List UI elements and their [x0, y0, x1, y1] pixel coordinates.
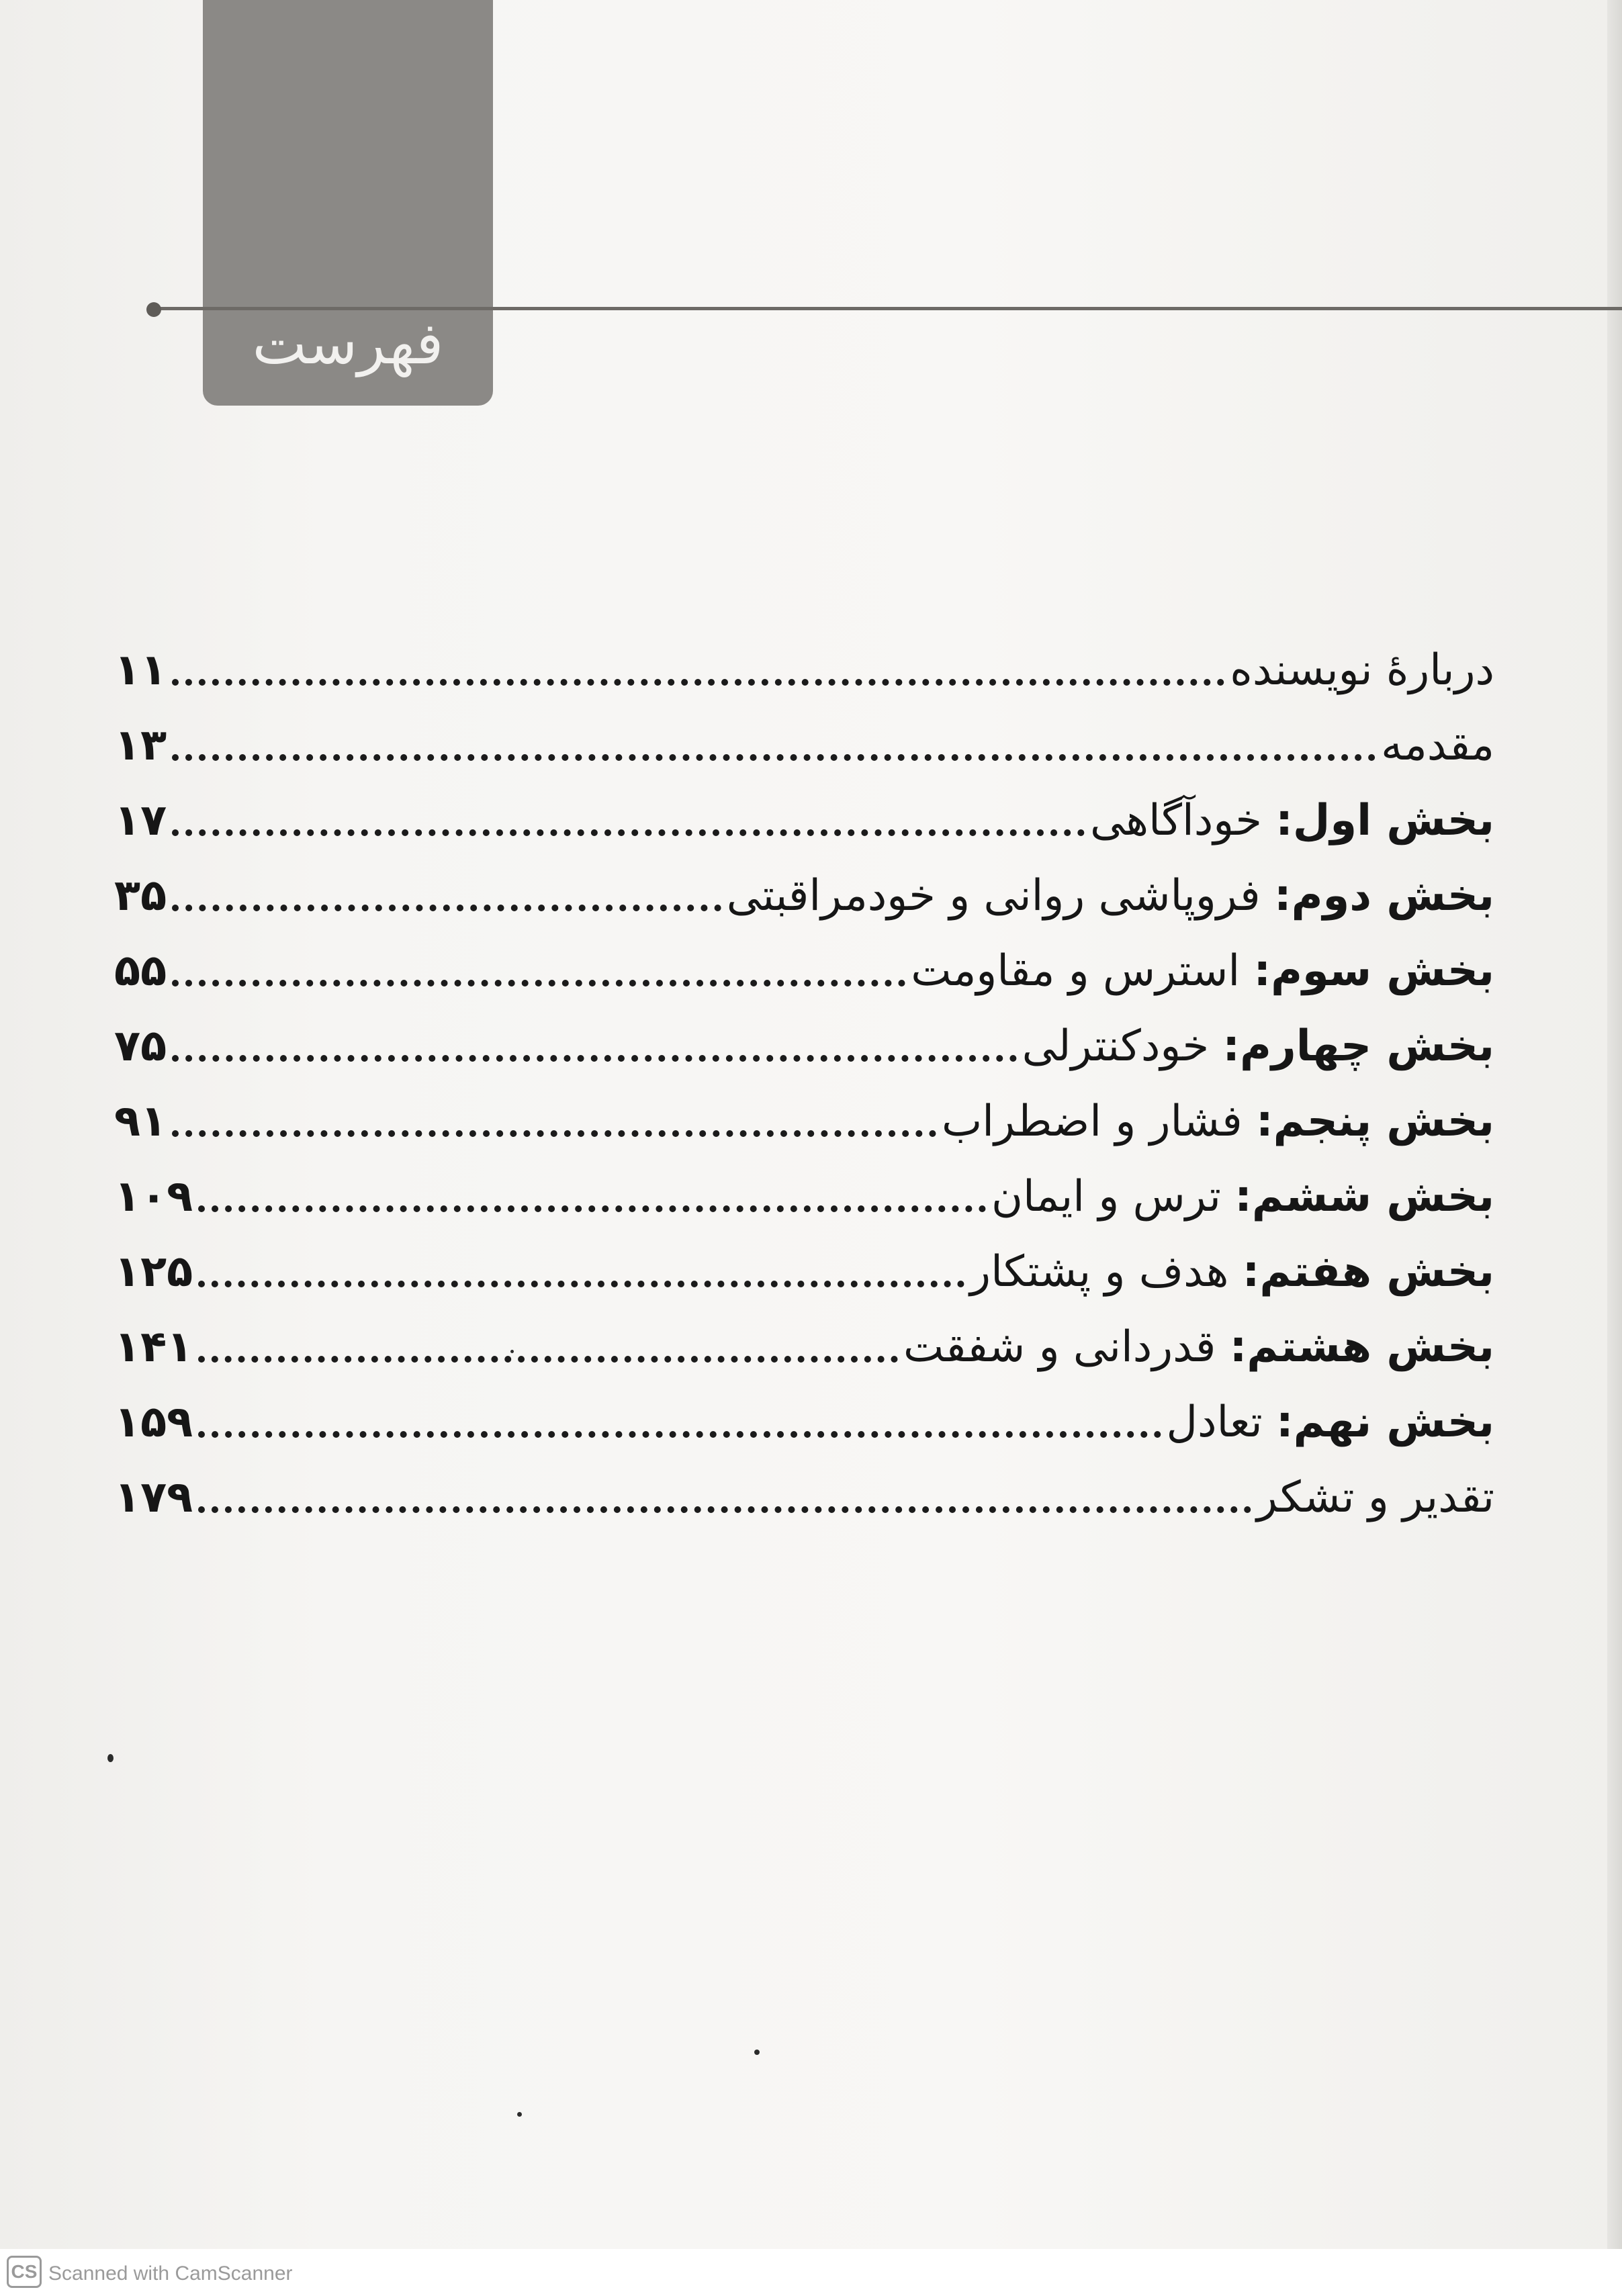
toc-page-number: ۳۵ — [114, 871, 167, 921]
toc-page-number: ۱۰۹ — [114, 1172, 193, 1222]
toc-entry-title — [1381, 720, 1494, 772]
toc-entry-title — [991, 1171, 1494, 1223]
header-rule — [153, 307, 1622, 310]
toc-entry-title — [1090, 795, 1494, 847]
toc-dot-leader — [172, 980, 905, 986]
toc-entry — [114, 1072, 1494, 1148]
toc-dot-leader — [172, 754, 1376, 761]
toc-entry — [114, 696, 1494, 772]
toc-entry-part: بخش نهم: — [1276, 1397, 1494, 1448]
toc-entry-title — [1167, 1397, 1495, 1449]
toc-page-number: ۱۵۹ — [114, 1397, 193, 1448]
toc-entry — [114, 1449, 1494, 1524]
toc-dot-leader — [172, 1130, 936, 1137]
toc-dot-leader — [172, 679, 1224, 686]
scanner-watermark-text: Scanned with CamScanner — [48, 2262, 293, 2285]
toc-entry-title — [970, 1246, 1494, 1298]
toc-entry-part: بخش هفتم: — [1242, 1247, 1494, 1297]
toc-entry-title — [1230, 645, 1494, 696]
toc-dot-leader — [198, 1506, 1251, 1513]
toc-dot-leader — [172, 829, 1085, 836]
toc-entry — [114, 997, 1494, 1072]
scanner-footer — [0, 2249, 1622, 2296]
toc-dot-leader — [172, 1055, 1017, 1062]
toc-entry-title — [1257, 1472, 1494, 1524]
rule-end-dot — [146, 302, 161, 317]
toc-entry-part: بخش ششم: — [1234, 1172, 1494, 1222]
toc-entry — [114, 772, 1494, 847]
toc-page-number: ۱۳ — [114, 721, 167, 771]
title-tab — [203, 0, 493, 406]
toc-entry-part: بخش پنجم: — [1256, 1097, 1494, 1147]
page-title: فهرست — [252, 310, 444, 377]
paper-speck — [517, 2112, 522, 2117]
paper-speck — [107, 1754, 114, 1762]
toc-page-number: ۱۷۹ — [114, 1473, 193, 1523]
toc-entry-text: استرس و مقاومت — [911, 946, 1241, 997]
toc-entry-part: بخش دوم: — [1273, 871, 1494, 921]
toc-entry-part: بخش چهارم: — [1222, 1021, 1494, 1072]
toc-entry-text: خودکنترلی — [1022, 1021, 1209, 1072]
toc-page-number: ۵۵ — [114, 946, 167, 997]
toc-entry-text: تعادل — [1166, 1397, 1263, 1448]
toc-entry-text: فروپاشی روانی و خودمراقبتی — [726, 871, 1261, 921]
toc-entry-text: هدف و پشتکار — [970, 1247, 1229, 1297]
toc-entry-text: مقدمه — [1381, 721, 1494, 771]
toc-entry-title — [903, 1322, 1494, 1373]
toc-page-number: ۱۲۵ — [114, 1247, 193, 1297]
paper-speck — [510, 1350, 514, 1353]
table-of-contents — [114, 621, 1494, 1524]
toc-entry-title — [942, 1096, 1494, 1148]
toc-entry-text: قدردانی و شفقت — [903, 1322, 1216, 1373]
toc-entry-part: بخش سوم: — [1253, 946, 1494, 997]
camscanner-logo-icon: CS — [7, 2256, 42, 2288]
toc-entry — [114, 621, 1494, 696]
toc-dot-leader — [198, 1356, 898, 1363]
paper-speck — [754, 2050, 760, 2055]
toc-page-number: ۷۵ — [114, 1021, 167, 1072]
toc-entry-text: ترس و ایمان — [991, 1172, 1221, 1222]
toc-entry — [114, 922, 1494, 997]
page-edge-shadow — [1607, 0, 1622, 2296]
toc-entry-text: فشار و اضطراب — [942, 1097, 1243, 1147]
toc-entry — [114, 1223, 1494, 1298]
toc-entry — [114, 847, 1494, 922]
toc-dot-leader — [172, 905, 721, 911]
toc-dot-leader — [198, 1205, 986, 1212]
toc-entry-part: بخش اول: — [1275, 796, 1494, 846]
toc-entry-title — [727, 870, 1494, 922]
toc-entry — [114, 1298, 1494, 1373]
toc-dot-leader — [198, 1281, 964, 1287]
toc-page-number: ۱۷ — [114, 796, 167, 846]
toc-entry-title — [911, 946, 1494, 997]
toc-entry-text: دربارهٔ نویسنده — [1230, 645, 1494, 696]
toc-entry-title — [1022, 1021, 1494, 1072]
toc-entry-text: تقدیر و تشکر — [1256, 1473, 1494, 1523]
toc-entry — [114, 1148, 1494, 1223]
toc-entry-part: بخش هشتم: — [1229, 1322, 1494, 1373]
toc-page-number: ۹۱ — [114, 1097, 167, 1147]
toc-entry-text: خودآگاهی — [1089, 796, 1262, 846]
toc-entry — [114, 1373, 1494, 1449]
toc-page-number: ۱۱ — [114, 645, 167, 696]
toc-dot-leader — [198, 1431, 1161, 1438]
toc-page-number: ۱۴۱ — [114, 1322, 193, 1373]
